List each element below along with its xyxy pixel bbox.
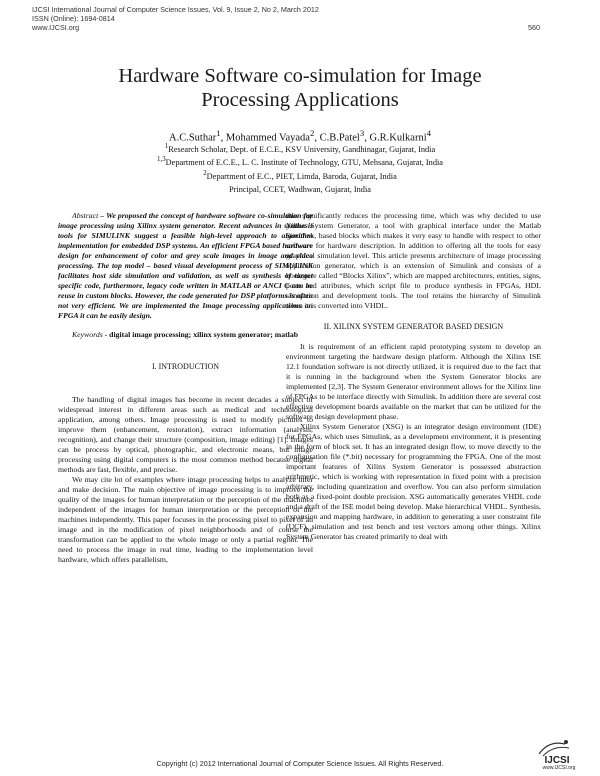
author-sup: 2 <box>309 128 315 138</box>
intro-paragraph-1: The handling of digital images has become in recent decades a subject of widespread interest in different areas such as medical and technological application, among others. Image processing is used to modify pictures to improve them (enhancement, restoration), extract information (analysis, recognition), and change their structure (composition, image editing) [1]. Images can be process by optical, photographic, and electronic means, but image processing using digital computers is the most common method because digital methods are fast, flexible, and precise. <box>58 395 313 475</box>
logo-icon <box>539 740 569 756</box>
section-heading-introduction: I. INTRODUCTION <box>151 362 220 372</box>
journal-header <box>32 5 319 33</box>
xsg-paragraph-1: It is requirement of an efficient rapid prototyping system to develop an environment targeting the hardware design platform. Although the Xilinx ISE 12.1 foundation software is not directly utilized, it is required due to the fact that it is running in the background when the System Generator blocks are implemented [2,3]. The System Generator environment allows for the Xilinx line of FPGAs to be interface directly with Simulink. In addition there are several cost effective development boards available on the market that can be utilized for the software design development phase. <box>286 342 541 422</box>
right-column <box>286 211 541 542</box>
affiliation: $^2$Department of E.C., PIET, Limda, Baroda, Gujarat, India <box>203 169 397 181</box>
logo-url: www.IJCSI.org <box>542 765 576 770</box>
abstract: Abstract – We proposed the concept of hardware software co-simulation for image processing using Xilinx system generator. Recent advances in synthesis tools for SIMULINK suggest a feasible high-level approach to algorithm implementation for embedded DSP systems. An efficient FPGA based hardware design for enhancement of color and grey scale images in image and video processing. The top model – based visual development process of SIMULINK facilitates host side simulation and validation, as well as synthesis of target specific code, furthermore, legacy code written in MATLAB or ANCI C can be reuse in custom blocks. However, the code generated for DSP platforms is often not very efficient. We are implemented the Image processing applications on FPGA it can be easily design. <box>58 211 313 321</box>
keywords <box>58 330 313 340</box>
copyright-footer: Copyright (c) 2012 International Journal of Computer Science Issues. All Rights Reserved. <box>156 759 444 768</box>
author-name: Mohammed Vayada <box>225 132 310 144</box>
keywords-text: - digital image processing; xilinx system generator; matlab <box>102 330 299 340</box>
affiliation: $^1$Research Scholar, Dept. of E.C.E., KSV University, Gandhinagar, Gujarat, India <box>164 143 436 154</box>
title-line-1: Hardware Software co-simulation for Image <box>118 65 482 87</box>
journal-line-3: www.IJCSI.org <box>32 23 80 33</box>
author-list: A.C.Suthar$^1$, Mohammed Vayada$^2$, C.B.Patel$^3$, G.R.Kulkarni$^4$ <box>168 128 431 144</box>
author-sup: 1 <box>216 128 221 138</box>
author-name: G.R.Kulkarni <box>369 132 427 144</box>
affiliation: Principal, CCET, Wadhwan, Gujarat, India <box>229 184 371 194</box>
page-number: 560 <box>528 23 540 32</box>
intro-paragraph-2: We may cite lot of examples where image processing helps to analyze infer and make decision. The main objective of image processing is to improve the quality of the images for human interpretation or the perception of the machines independent of the images for human interpretation or the perception of the machines independently. This paper focuses in the processing pixel to pixel of an image and in the modification of pixel neighborhoods and of course the transformation can be applied to the whole image or only a partial region. The need to process the image in real time, leading to the implementation level hardware, which offers parallelism, <box>58 475 313 565</box>
affiliation: $^{1,3}$Department of E.C.E., L. C. Institute of Technology, GTU, Mehsana, Gujarat, India <box>157 156 443 168</box>
title-line-2: Processing Applications <box>201 89 399 111</box>
paper-title <box>60 64 540 112</box>
author-name: A.C.Suthar <box>168 132 217 144</box>
logo-text: IJCSI <box>544 755 570 766</box>
left-column <box>58 211 313 565</box>
keywords-label: Keywords <box>72 330 103 340</box>
section-heading-xsg: II. XILINX SYSTEM GENERATOR BASED DESIGN <box>323 322 504 332</box>
abstract-label: Abstract <box>72 211 99 220</box>
author-name: C.B.Patel <box>319 132 360 144</box>
body-paragraph-continued: thus significantly reduces the processing time, which was why decided to use Xilinx System Generator, a tool with graphical interface under the Matlab Simulink, based blocks which makes it very easy to handle with respect to other software for hardware description. In addition to offering all the tools for easy graphical simulation level. This article presents architecture of image processing application generator, which is an extension of Simulink and consists of a bookstore called “Blocks Xilinx”, which are mapped architectures, entities, signs, ports and attributes, which script file to produce synthesis in FPGAs, HDL simulation and development tools. The tool retains the hierarchy of Simulink when it is converted into VHDL. <box>286 211 541 311</box>
journal-line-1: IJCSI International Journal of Computer Science Issues, Vol. 9, Issue 2, No 2, March 2012 <box>32 5 319 14</box>
author-sup: 3 <box>359 128 365 138</box>
journal-line-2: ISSN (Online): 1694-0814 <box>32 14 115 24</box>
abstract-text: We proposed the concept of hardware software co-simulation for image processing using Xilinx system generator. Recent advances in synthesis tools for SIMULINK suggest a feasible high-level approach to algorithm implementation for embedded DSP systems. An efficient FPGA based hardware design for enhancement of color and grey scale images in image and video processing. The top model – based visual development process of SIMULINK facilitates host side simulation and validation, as well as synthesis of target specific code, furthermore, legacy code written in MATLAB or ANCI C can be reuse in custom blocks. However, the code generated for DSP platforms is often not very efficient. We are implemented the Image processing applications on FPGA it can be easily design. <box>58 211 313 321</box>
author-sup: 4 <box>426 128 431 138</box>
affiliations <box>60 142 540 195</box>
xsg-paragraph-2: Xilinx System Generator (XSG) is an integrator design environment (IDE) for FPGAs, which uses Simulink, as a development environment, it is presenting in the form of block set. It has an integrated design flow, to move directly to the configuration file (*.bit) necessary for programming the FPGA. One of the most important features of Xilinx System Generator is possessed abstraction arithmetic, which is working with representation in fixed point with a precision arbitrary, including quantization and overflow. You can also perform simulation both as a fixed-point double precision. XSG automatically generates VHDL code and a draft of the ISE model being develop. Make hierarchical VHDL. Synthesis, expansion and mapping hardware, in addition to generating a user constraint file (UCF), simulation and test bench and test vectors among other things. Xilinx System Generator has created primarily to deal with <box>286 422 541 542</box>
